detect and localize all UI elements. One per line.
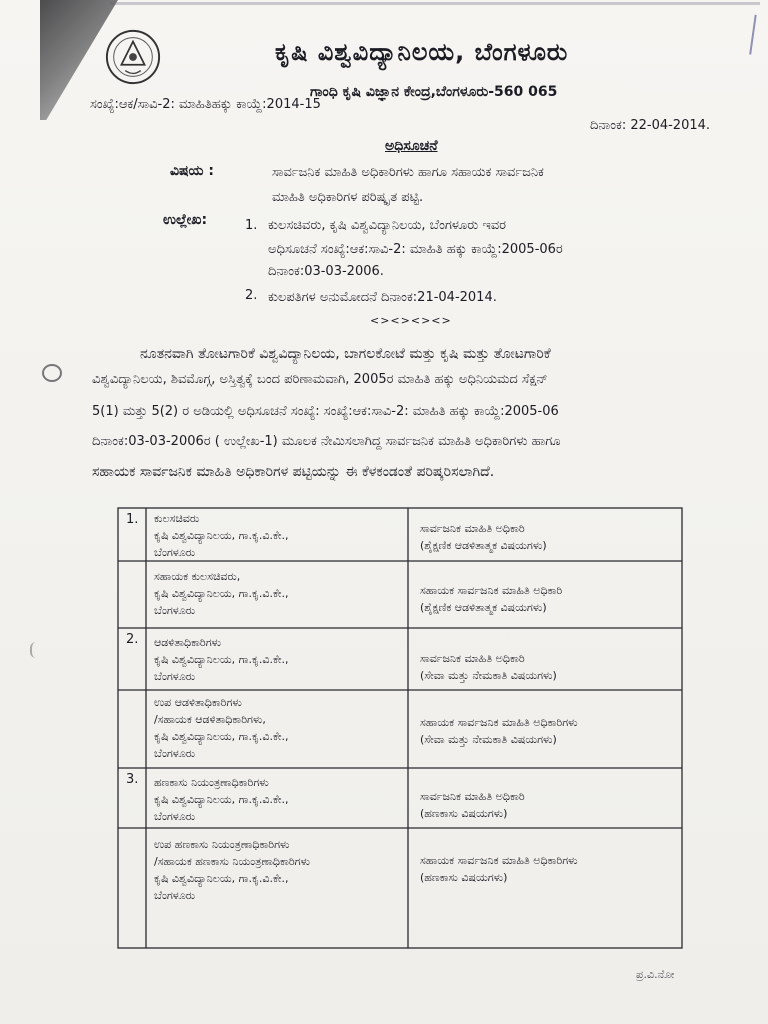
reference-label: ಉಲ್ಲೇಖ: <box>163 212 208 228</box>
table-cell-role: ಸಾರ್ವಜನಿಕ ಮಾಹಿತಿ ಅಧಿಕಾರಿ (ಶೈಕ್ಷಣಿಕ ಆಡಳಿತಾತ್ಮಕ ವಿಷಯಗಳು) <box>420 522 547 552</box>
table-cell-designation: ಸಹಾಯಕ ಕುಲಸಚಿವರು, ಕೃಷಿ ವಿಶ್ವವಿದ್ಯಾನಿಲಯ, ಗಾ.ಕೃ.ವಿ.ಕೇ., ಬೆಂಗಳೂರು <box>154 570 289 617</box>
document-date: ದಿನಾಂಕ: 22-04-2014. <box>590 118 711 133</box>
university-seal-icon <box>104 28 162 86</box>
table-cell-designation: ಹಣಕಾಸು ನಿಯಂತ್ರಣಾಧಿಕಾರಿಗಳು ಕೃಷಿ ವಿಶ್ವವಿದ್ಯಾನಿಲಯ, ಗಾ.ಕೃ.ವಿ.ಕೇ., ಬೆಂಗಳೂರು <box>154 776 289 823</box>
table-cell-role: ಸಹಾಯಕ ಸಾರ್ವಜನಿಕ ಮಾಹಿತಿ ಅಧಿಕಾರಿಗಳು (ಸೇವಾ ಮತ್ತು ನೇಮಕಾತಿ ವಿಷಯಗಳು) <box>420 716 578 746</box>
reference-line: ಕುಲಸಚಿವರು, ಕೃಷಿ ವಿಶ್ವವಿದ್ಯಾನಿಲಯ, ಬೆಂಗಳೂರು ಇವರ <box>268 218 507 233</box>
divider-ornament: <><><><> <box>370 314 452 327</box>
table-cell-designation: ಉಪ ಆಡಳಿತಾಧಿಕಾರಿಗಳು /ಸಹಾಯಕ ಆಡಳಿತಾಧಿಕಾರಿಗಳು, ಕೃಷಿ ವಿಶ್ವವಿದ್ಯಾನಿಲಯ, ಗಾ.ಕೃ.ವಿ.ಕೇ., ಬೆಂಗಳೂರು <box>154 696 289 760</box>
body-line: ನೂತನವಾಗಿ ತೋಟಗಾರಿಕೆ ವಿಶ್ವವಿದ್ಯಾನಿಲಯ, ಬಾಗಲಕೋಟೆ ಮತ್ತು ಕೃಷಿ ಮತ್ತು ತೋಟಗಾರಿಕೆ <box>140 346 551 362</box>
body-line: ಸಹಾಯಕ ಸಾರ್ವಜನಿಕ ಮಾಹಿತಿ ಅಧಿಕಾರಿಗಳ ಪಟ್ಟಿಯನ್ನು ಈ ಕೆಳಕಂಡಂತೆ ಪರಿಷ್ಕರಿಸಲಾಗಿದೆ. <box>92 464 495 480</box>
reference-line: ಅಧಿಸೂಚನೆ ಸಂಖ್ಯೆ:ಆಕ:ಸಾವಿ-2: ಮಾಹಿತಿ ಹಕ್ಕು ಕಾಯ್ದೆ:2005-06ರ <box>268 242 563 257</box>
table-cell-role: ಸಾರ್ವಜನಿಕ ಮಾಹಿತಿ ಅಧಿಕಾರಿ (ಹಣಕಾಸು ವಿಷಯಗಳು) <box>420 790 525 820</box>
row-number: 3. <box>126 772 139 787</box>
margin-mark <box>30 642 42 658</box>
table-cell-designation: ಆಡಳಿತಾಧಿಕಾರಿಗಳು ಕೃಷಿ ವಿಶ್ವವಿದ್ಯಾನಿಲಯ, ಗಾ.ಕೃ.ವಿ.ಕೇ., ಬೆಂಗಳೂರು <box>154 636 289 683</box>
table-cell-designation: ಕುಲಸಚಿವರು ಕೃಷಿ ವಿಶ್ವವಿದ್ಯಾನಿಲಯ, ಗಾ.ಕೃ.ವಿ.ಕೇ., ಬೆಂಗಳೂರು <box>154 512 289 559</box>
reference-number-2: 2. <box>245 288 258 303</box>
table-cell-role: ಸಾರ್ವಜನಿಕ ಮಾಹಿತಿ ಅಧಿಕಾರಿ (ಸೇವಾ ಮತ್ತು ನೇಮಕಾತಿ ವಿಷಯಗಳು) <box>420 652 557 682</box>
table-cell-designation: ಉಪ ಹಣಕಾಸು ನಿಯಂತ್ರಣಾಧಿಕಾರಿಗಳು /ಸಹಾಯಕ ಹಣಕಾಸು ನಿಯಂತ್ರಣಾಧಿಕಾರಿಗಳು ಕೃಷಿ ವಿಶ್ವವಿದ್ಯಾನಿಲಯ, ಗಾ.ಕೃ.ವಿ.ಕೇ., ಬೆಂಗಳೂರು <box>154 838 311 902</box>
reference-line: ದಿನಾಂಕ:03-03-2006. <box>268 264 384 279</box>
reference-number: ಸಂಖ್ಯೆ:ಆಕ/ಸಾವಿ-2: ಮಾಹಿತಿಹಕ್ಕು ಕಾಯ್ದೆ:2014-15 <box>90 97 321 112</box>
row-number: 2. <box>126 632 139 647</box>
pen-mark <box>739 13 756 54</box>
subject-line: ಮಾಹಿತಿ ಅಧಿಕಾರಿಗಳ ಪರಿಷ್ಕೃತ ಪಟ್ಟಿ. <box>272 190 424 205</box>
reference-number-1: 1. <box>245 218 258 233</box>
notification-heading: ಅಧಿಸೂಚನೆ <box>385 138 438 154</box>
footer-initials: ಪ್ರ.ವಿ.ನೋ <box>636 968 675 981</box>
subject-label: ವಿಷಯ : <box>170 163 215 179</box>
body-line: 5(1) ಮತ್ತು 5(2) ರ ಅಡಿಯಲ್ಲಿ ಅಧಿಸೂಚನೆ ಸಂಖ್ಯೆ: ಸಂಖ್ಯೆ:ಆಕ:ಸಾವಿ-2: ಮಾಹಿತಿ ಹಕ್ಕು ಕಾಯ್ದೆ:2005-06 <box>92 404 559 419</box>
punch-hole-mark <box>42 364 62 382</box>
body-line: ವಿಶ್ವವಿದ್ಯಾನಿಲಯ, ಶಿವಮೊಗ್ಗ, ಅಸ್ತಿತ್ವಕ್ಕೆ ಬಂದ ಪರಿಣಾಮವಾಗಿ, 2005ರ ಮಾಹಿತಿ ಹಕ್ಕು ಅಧಿನಿಯಮದ ಸೆಕ್ಷನ್ <box>92 372 548 387</box>
table-cell-role: ಸಹಾಯಕ ಸಾರ್ವಜನಿಕ ಮಾಹಿತಿ ಅಧಿಕಾರಿಗಳು (ಹಣಕಾಸು ವಿಷಯಗಳು) <box>420 854 578 884</box>
row-number: 1. <box>126 512 139 527</box>
body-line: ದಿನಾಂಕ:03-03-2006ರ ( ಉಲ್ಲೇಖ-1) ಮೂಲಕ ನೇಮಿಸಲಾಗಿದ್ದ ಸಾರ್ವಜನಿಕ ಮಾಹಿತಿ ಅಧಿಕಾರಿಗಳು ಹಾಗೂ <box>92 434 561 449</box>
university-address: ಗಾಂಧಿ ಕೃಷಿ ವಿಜ್ಞಾನ ಕೇಂದ್ರ,ಬೆಂಗಳೂರು-560 065 <box>310 84 558 100</box>
table-cell-role: ಸಹಾಯಕ ಸಾರ್ವಜನಿಕ ಮಾಹಿತಿ ಅಧಿಕಾರಿ (ಶೈಕ್ಷಣಿಕ ಆಡಳಿತಾತ್ಮಕ ವಿಷಯಗಳು) <box>420 584 563 614</box>
top-edge-shadow <box>110 2 760 5</box>
university-name: ಕೃಷಿ ವಿಶ್ವವಿದ್ಯಾನಿಲಯ, ಬೆಂಗಳೂರು <box>275 38 569 66</box>
reference-line: ಕುಲಪತಿಗಳ ಅನುಮೋದನೆ ದಿನಾಂಕ:21-04-2014. <box>268 290 497 305</box>
subject-line: ಸಾರ್ವಜನಿಕ ಮಾಹಿತಿ ಅಧಿಕಾರಿಗಳು ಹಾಗೂ ಸಹಾಯಕ ಸಾರ್ವಜನಿಕ <box>272 165 544 180</box>
